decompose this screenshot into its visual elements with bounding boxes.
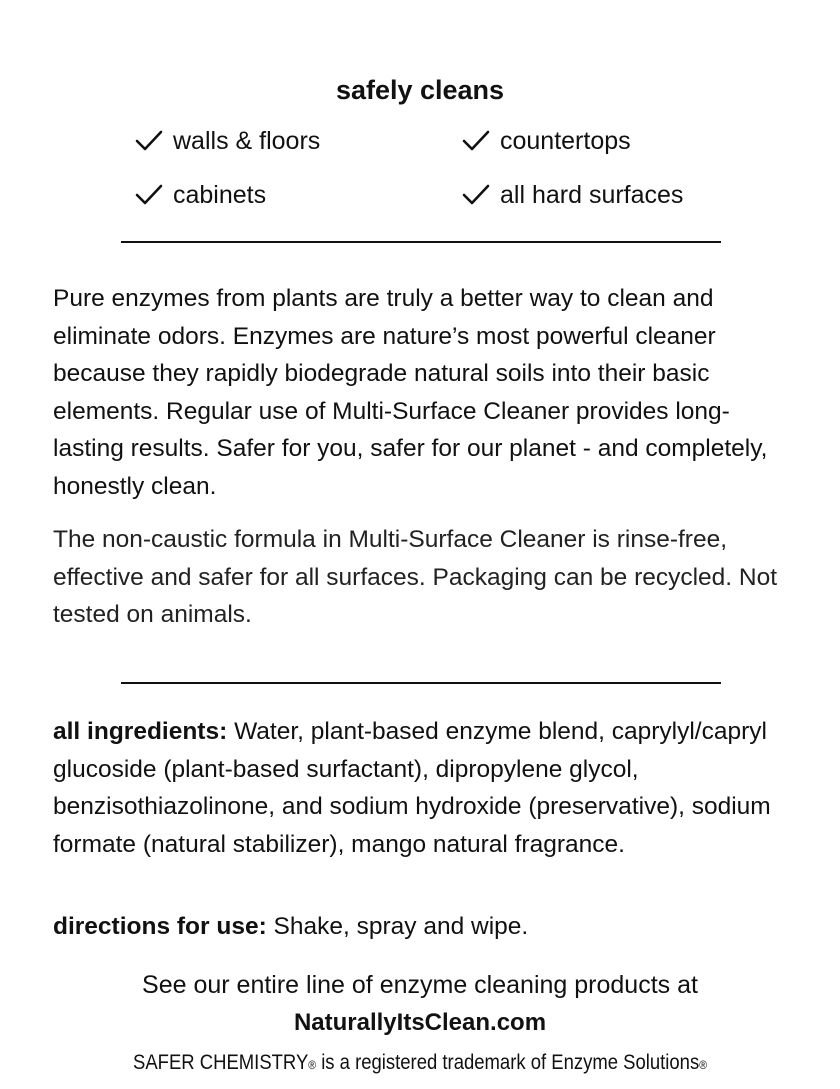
footer-website: NaturallyItsClean.com bbox=[293, 1009, 547, 1036]
trademark-notice bbox=[50, 1046, 789, 1080]
ingredients-label: all ingredients: bbox=[53, 718, 228, 745]
ingredients-text: Water, plant-based enzyme blend, caprylyl/capryl glucoside (plant-based surfactant), dipropylene glycol, benzisothiazolinone, and sodium hydroxide (preservative), sodium formate (natural stabilizer), mango natural fragrance. bbox=[53, 718, 771, 858]
registered-mark: ® bbox=[699, 1058, 707, 1072]
directions-paragraph bbox=[53, 908, 793, 946]
check-item-countertops bbox=[462, 126, 631, 156]
ingredients-paragraph bbox=[53, 713, 813, 863]
check-icon bbox=[462, 129, 490, 153]
trademark-brand: SAFER CHEMISTRY bbox=[133, 1051, 309, 1074]
registered-mark: ® bbox=[308, 1058, 317, 1072]
check-icon bbox=[462, 183, 490, 207]
directions-text: Shake, spray and wipe. bbox=[266, 913, 529, 940]
check-item-label: all hard surfaces bbox=[500, 181, 684, 209]
footer-promo-text: See our entire line of enzyme cleaning products at bbox=[142, 971, 698, 999]
section-divider bbox=[121, 241, 721, 243]
check-item-label: walls & floors bbox=[173, 127, 321, 155]
check-item-label: cabinets bbox=[173, 181, 267, 209]
description-paragraph: Pure enzymes from plants are truly a better way to clean and eliminate odors. Enzymes are nature’s most powerful cleaner because they rapidly biodegrade natural soils into their basic elements. Regular use of Multi-Surface Cleaner provides long-lasting results. Safer for you, safer for our planet - and completely, honestly clean. bbox=[53, 285, 768, 500]
check-item-all-hard-surfaces bbox=[462, 180, 683, 210]
check-icon bbox=[135, 183, 163, 207]
check-item-label: countertops bbox=[500, 127, 631, 155]
directions-label: directions for use: bbox=[53, 913, 267, 940]
section-divider bbox=[121, 682, 721, 684]
formula-paragraph: The non-caustic formula in Multi-Surface Cleaner is rinse-free, effective and safer for all surfaces. Packaging can be recycled. Not tested on animals. bbox=[53, 526, 778, 628]
check-item-walls-floors bbox=[135, 126, 320, 156]
trademark-text: is a registered trademark of Enzyme Solutions bbox=[316, 1051, 700, 1074]
check-icon bbox=[135, 129, 163, 153]
check-item-cabinets bbox=[135, 180, 266, 210]
safely-cleans-heading: safely cleans bbox=[335, 75, 505, 105]
